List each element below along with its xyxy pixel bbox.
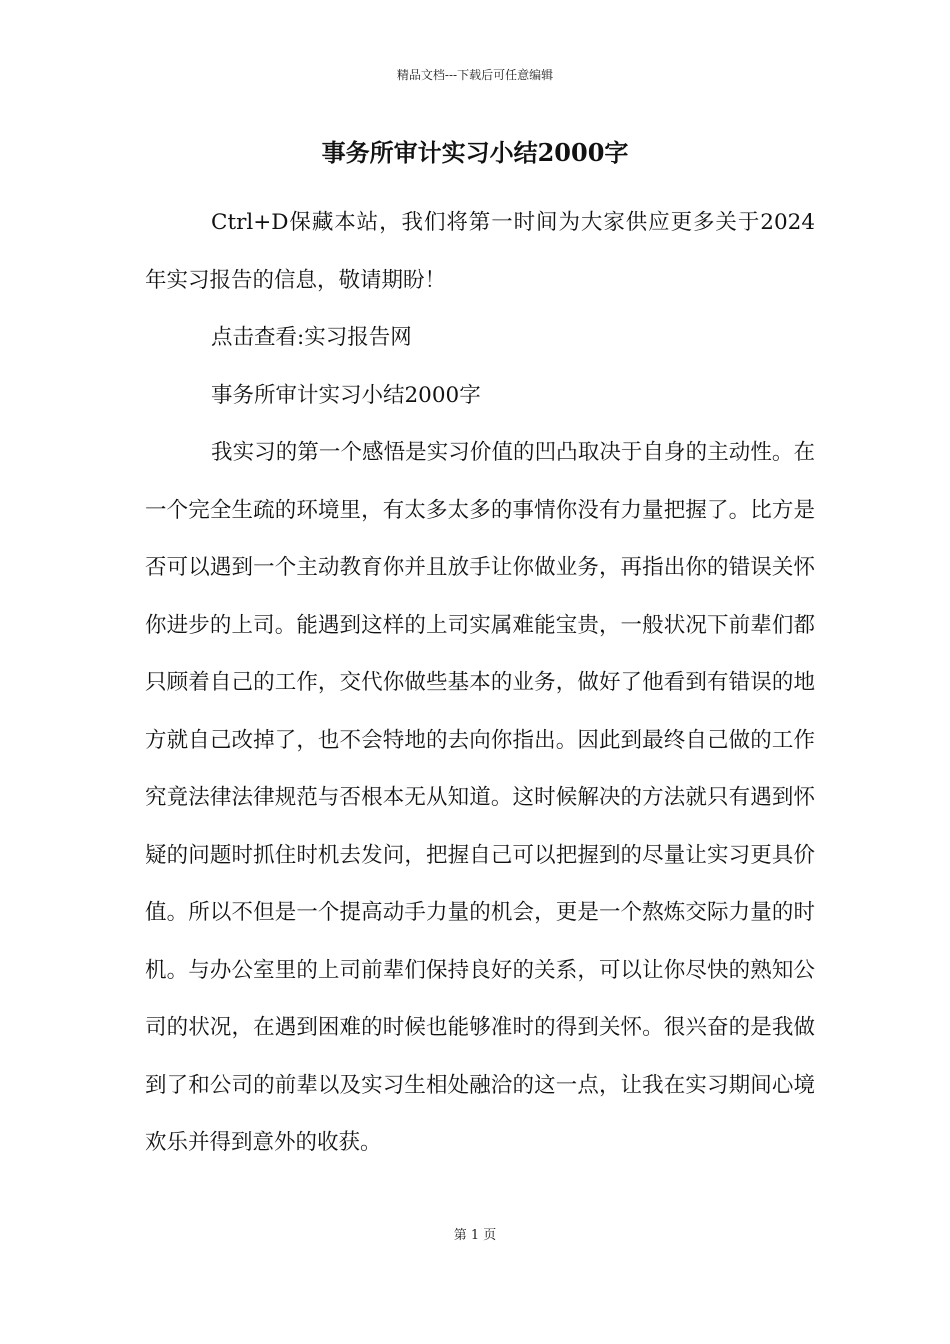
document-body (145, 194, 815, 1172)
intro-paragraph: Ctrl+D保藏本站，我们将第一时间为大家供应更多关于2024年实习报告的信息，敬请期盼！ (145, 210, 815, 293)
link-paragraph: 点击查看:实习报告网 (211, 325, 412, 350)
subtitle-paragraph: 事务所审计实习小结2000字 (211, 382, 481, 408)
main-paragraph: 我实习的第一个感悟是实习价值的凹凸取决于自身的主动性。在一个完全生疏的环境里，有太多太多的事情你没有力量把握了。比方是否可以遇到一个主动教育你并且放手让你做业务，再指出你的错误关怀你进步的上司。能遇到这样的上司实属难能宝贵，一般状况下前辈们都只顾着自己的工作，交代你做些基本的业务，做好了他看到有错误的地方就自己改掉了，也不会特地的去向你指出。因此到最终自己做的工作究竟法律法律规范与否根本无从知道。这时候解决的方法就只有遇到怀疑的问题时抓住时机去发问，把握自己可以把握到的尽量让实习更具价值。所以不但是一个提高动手力量的机会，更是一个熬炼交际力量的时机。与办公室里的上司前辈们保持良好的关系，可以让你尽快的熟知公司的状况，在遇到困难的时候也能够准时的得到关怀。很兴奋的是我做到了和公司的前辈以及实习生相处融洽的这一点，让我在实习期间心境欢乐并得到意外的收获。 (145, 440, 815, 1155)
header-note: 精品文档---下载后可任意编辑 (396, 68, 554, 82)
page-number: 第 1 页 (453, 1228, 497, 1243)
document-title: 事务所审计实习小结2000字 (321, 138, 629, 167)
